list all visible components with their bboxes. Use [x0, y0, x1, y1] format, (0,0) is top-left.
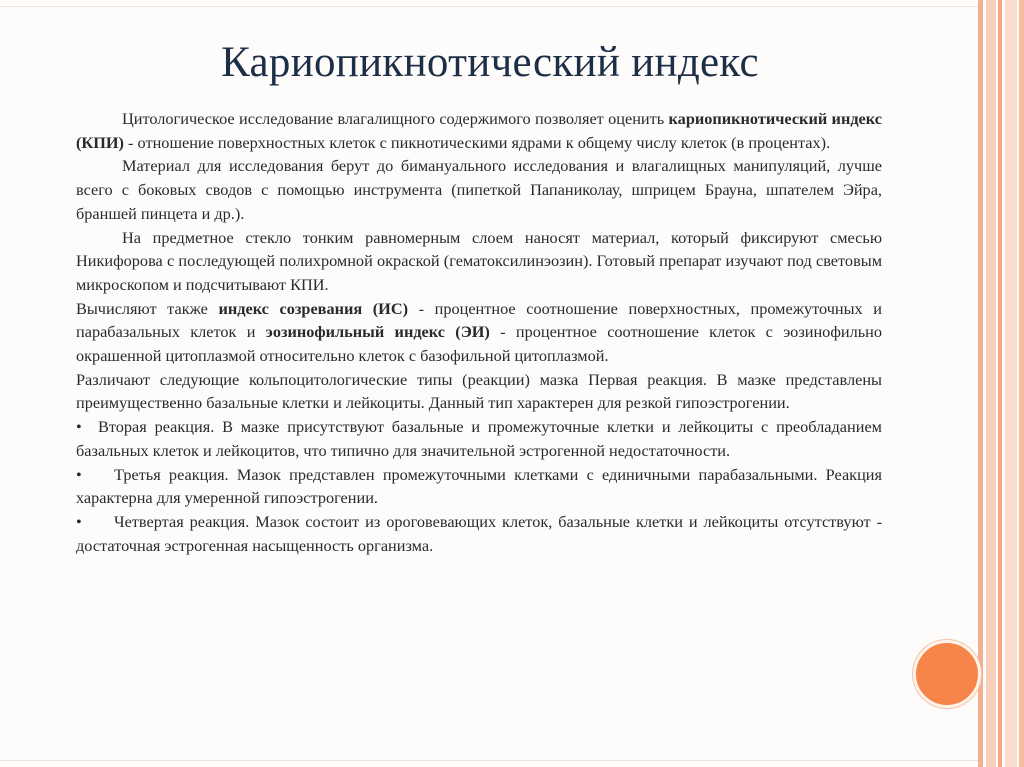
text: Вычисляют также: [76, 298, 219, 318]
list-item: [76, 510, 882, 557]
slide-title: Кариопикнотический индекс: [221, 39, 759, 86]
list-item-text: Третья реакция. Мазок представлен промежуточными клетками с единичными парабазальными. Реакция характерна для умеренной гипоэстрогении.: [76, 464, 882, 508]
list-item-text: Вторая реакция. В мазке присутствуют базальные и промежуточные клетки и лейкоциты с преобладанием базальных клеток и лейкоцитов, что типично для значительной эстрогенной недостаточности.: [76, 417, 882, 460]
list-item: [76, 415, 882, 462]
term-is: индекс созревания (ИС): [218, 298, 409, 318]
bullet-icon: •: [76, 511, 82, 531]
paragraph-indices: [76, 297, 882, 368]
paragraph-fixation: На предметное стекло тонким равномерным слоем наносят материал, который фиксируют смесью Никифорова с последующей полихромной окраской (гематоксилинэозин). Готовый препарат изучают под световым микроскопом и подсчитывают КПИ.: [76, 227, 882, 294]
paragraph-types: Различают следующие кольпоцитологические типы (реакции) мазка Первая реакция. В мазке представлены преимущественно базальные клетки и лейкоциты. Данный тип характерен для резкой гипоэстрогении.: [76, 369, 882, 413]
bullet-icon: •: [76, 417, 82, 437]
list-item-text: Четвертая реакция. Мазок состоит из ороговевающих клеток, базальные клетки и лейкоциты отсутствуют - достаточная эстрогенная насыщенность организма.: [76, 511, 882, 555]
term-ei: эозинофильный индекс (ЭИ): [265, 322, 490, 342]
decor-stripe: [978, 0, 983, 767]
term-kpi: кариопикнотический индекс (КПИ): [76, 109, 882, 152]
decor-stripe: [1005, 0, 1017, 767]
text: - процентное соотношение поверхностных, промежуточных и парабазальных клеток и: [76, 298, 882, 342]
frame-top-line: [0, 6, 978, 7]
paragraph-material: Материал для исследования берут до бимануального исследования и влагалищных манипуляций, лучше всего с боковых сводов с помощью инструмента (пипеткой Папаниколау, шприцем Брауна, шпателем Эйра, браншей пинцета и др.).: [76, 156, 882, 223]
text: - процентное соотношение клеток с эозинофильно окрашенной цитоплазмой относительно клеток с базофильной цитоплазмой.: [76, 322, 882, 366]
decor-stripe: [986, 0, 996, 767]
decor-stripe: [1019, 0, 1024, 767]
decor-circle: [913, 640, 981, 708]
slide-body: [76, 107, 882, 557]
decor-stripe: [998, 0, 1002, 767]
frame-bottom-line: [0, 760, 978, 761]
text: - отношение поверхностных клеток с пикнотическими ядрами к общему числу клеток (в процентах).: [123, 132, 831, 152]
bullet-icon: •: [76, 464, 82, 484]
list-item: [76, 463, 882, 510]
text: Цитологическое исследование влагалищного содержимого позволяет оценить: [122, 109, 669, 128]
paragraph-kpi: [76, 107, 882, 154]
